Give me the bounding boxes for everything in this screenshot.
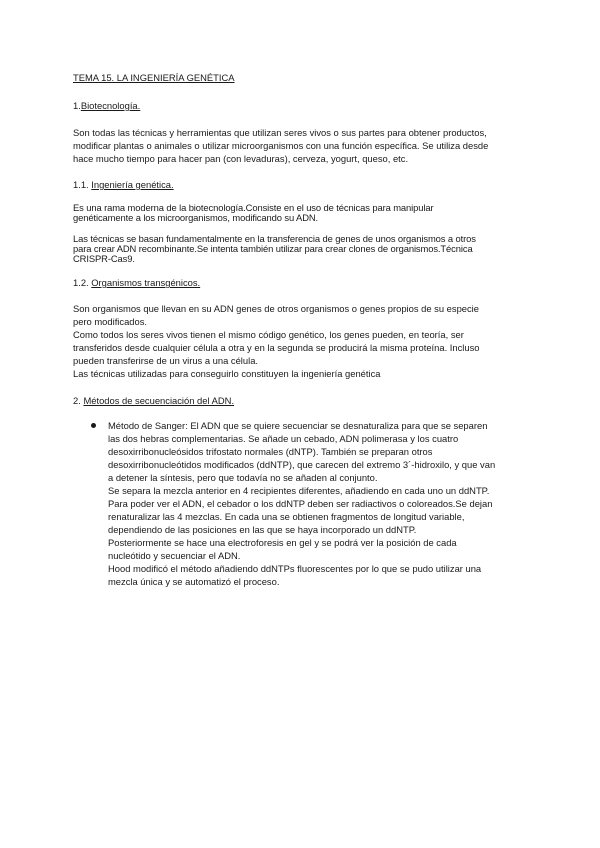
section-1-1-line: Es una rama moderna de la biotecnología.Consiste en el uso de técnicas para manipular bbox=[73, 202, 434, 213]
section-1-2-line: pueden transferirse de un virus a una célula. bbox=[73, 355, 259, 366]
bullet-line: renaturalizar las 4 mezclas. En cada una se obtienen fragmentos de longitud variable, bbox=[108, 511, 465, 522]
section-1-1-line: Las técnicas se basan fundamentalmente en la transferencia de genes de unos organismos a otros bbox=[73, 233, 476, 244]
bullet-line: Método de Sanger: El ADN que se quiere secuenciar se desnaturaliza para que se separen bbox=[108, 420, 488, 431]
section-1-2-line: transferidos desde cualquier célula a otra y en la segunda se producirá la misma proteína. Incluso bbox=[73, 342, 480, 353]
bullet-line: las dos hebras complementarias. Se añade un cebado, ADN polimerasa y los cuatro bbox=[108, 433, 459, 444]
section-1-line: hace mucho tiempo para hacer pan (con levaduras), cerveza, yogurt, queso, etc. bbox=[73, 153, 409, 164]
section-1-2-number: 1.2. bbox=[73, 277, 89, 288]
section-1-number: 1. bbox=[73, 100, 81, 111]
section-1-title: Biotecnología. bbox=[80, 100, 141, 111]
bullet-line: a detener la síntesis, pero que todavía no se añaden al conjunto. bbox=[108, 472, 378, 483]
bullet-line: nucleótido y secuenciar el ADN. bbox=[108, 550, 241, 561]
section-1-line: Son todas las técnicas y herramientas que utilizan seres vivos o sus partes para obtener productos, bbox=[73, 127, 487, 138]
section-2-number: 2. bbox=[73, 395, 81, 406]
section-1-1-line: para crear ADN recombinante.Se intenta también utilizar para crear clones de organismos.Técnica bbox=[73, 243, 473, 254]
bullet-line: desoxirribonucleósidos trifostato normales (dNTP). También se preparan otros bbox=[108, 446, 433, 457]
section-1-1-title: Ingeniería genética. bbox=[91, 179, 174, 190]
document-title: TEMA 15. LA INGENIERÍA GENÉTICA bbox=[73, 72, 235, 83]
bullet-line: mezcla única y se automatizó el proceso. bbox=[108, 576, 280, 587]
section-1-2-line: Las técnicas utilizadas para conseguirlo constituyen la ingeniería genética bbox=[73, 368, 381, 379]
section-1-2-heading bbox=[73, 277, 200, 289]
section-1-2-title: Organismos transgénicos. bbox=[91, 277, 201, 288]
section-1-2-line: Son organismos que llevan en su ADN genes de otros organismos o genes propios de su especie bbox=[73, 303, 479, 314]
bullet-line: dependiendo de las posiciones en las que se haya incorporado un ddNTP. bbox=[108, 524, 417, 535]
bullet-line: Para poder ver el ADN, el cebador o los ddNTP deben ser radiactivos o coloreados.Se dejan bbox=[108, 498, 493, 509]
section-1-1-line: CRISPR-Cas9. bbox=[73, 253, 135, 264]
section-1-line: modificar plantas o animales o utilizar microorganismos con una función específica. Se utiliza desde bbox=[73, 140, 489, 151]
section-2-title: Métodos de secuenciación del ADN. bbox=[83, 395, 235, 406]
bullet-line: Se separa la mezcla anterior en 4 recipientes diferentes, añadiendo en cada uno un ddNTP. bbox=[108, 485, 490, 496]
section-1-2-line: Como todos los seres vivos tienen el mismo código genético, los genes pueden, en teoría, ser bbox=[73, 329, 464, 340]
section-1-1-heading bbox=[73, 179, 174, 191]
bullet-line: desoxirribonucleótidos modificados (ddNTP), que carecen del extremo 3´-hidroxilo, y que van bbox=[108, 459, 496, 470]
section-1-2-line: pero modificados. bbox=[73, 316, 147, 327]
bullet-line: Hood modificó el método añadiendo ddNTPs fluorescentes por lo que se pudo utilizar una bbox=[108, 563, 482, 574]
section-1-1-number: 1.1. bbox=[73, 179, 89, 190]
section-2-heading bbox=[73, 395, 234, 407]
bullet-dot-icon bbox=[91, 423, 96, 428]
section-1-1-line: genéticamente a los microorganismos, modificando su ADN. bbox=[73, 212, 319, 223]
section-1-heading bbox=[73, 100, 140, 112]
bullet-line: Posteriormente se hace una electroforesis en gel y se podrá ver la posición de cada bbox=[108, 537, 457, 548]
